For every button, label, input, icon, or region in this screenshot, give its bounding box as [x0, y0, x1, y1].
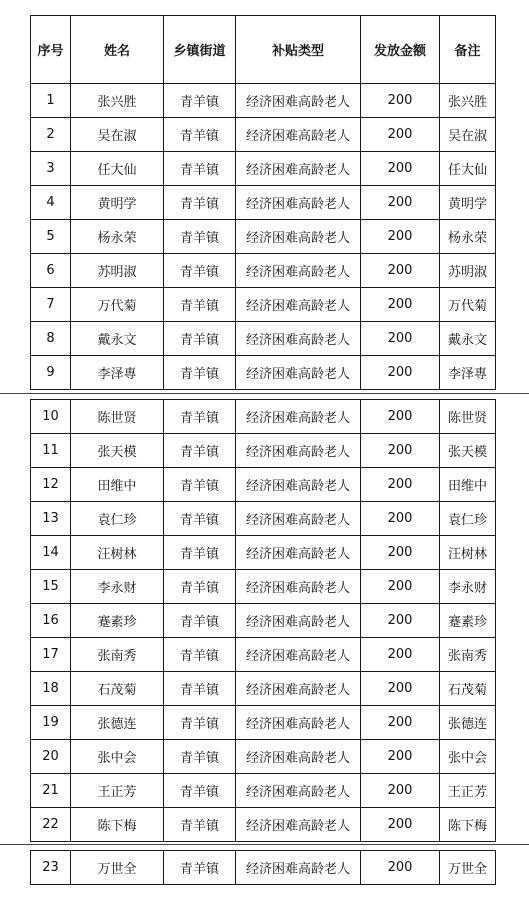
cell-subsidy-type: 经济困难高龄老人	[236, 468, 361, 502]
cell-subsidy-type: 经济困难高龄老人	[236, 774, 361, 808]
cell-index: 9	[31, 356, 71, 390]
cell-name: 石茂菊	[71, 672, 164, 706]
cell-name: 张德连	[71, 706, 164, 740]
cell-town: 青羊镇	[164, 774, 236, 808]
cell-index: 22	[31, 808, 71, 842]
table-row	[31, 536, 496, 570]
cell-remark: 王正芳	[440, 774, 496, 808]
cell-name: 李永财	[71, 570, 164, 604]
table-row	[31, 118, 496, 152]
cell-name: 杨永荣	[71, 220, 164, 254]
cell-amount: 200	[361, 468, 440, 502]
cell-index: 4	[31, 186, 71, 220]
cell-name: 苏明淑	[71, 254, 164, 288]
cell-amount: 200	[361, 254, 440, 288]
cell-name: 万代菊	[71, 288, 164, 322]
cell-amount: 200	[361, 434, 440, 468]
cell-index: 17	[31, 638, 71, 672]
col-header-town: 乡镇街道	[164, 16, 236, 84]
table-row	[31, 502, 496, 536]
cell-remark: 吴在淑	[440, 118, 496, 152]
cell-amount: 200	[361, 220, 440, 254]
table-row	[31, 434, 496, 468]
cell-amount: 200	[361, 536, 440, 570]
table-row	[31, 152, 496, 186]
table-row	[31, 356, 496, 390]
cell-town: 青羊镇	[164, 254, 236, 288]
cell-index: 5	[31, 220, 71, 254]
cell-remark: 石茂菊	[440, 672, 496, 706]
cell-subsidy-type: 经济困难高龄老人	[236, 152, 361, 186]
cell-subsidy-type: 经济困难高龄老人	[236, 434, 361, 468]
cell-remark: 田维中	[440, 468, 496, 502]
cell-town: 青羊镇	[164, 186, 236, 220]
cell-amount: 200	[361, 186, 440, 220]
cell-amount: 200	[361, 740, 440, 774]
cell-remark: 汪树林	[440, 536, 496, 570]
table-row	[31, 254, 496, 288]
cell-amount: 200	[361, 672, 440, 706]
table-row	[31, 186, 496, 220]
cell-remark: 任大仙	[440, 152, 496, 186]
cell-index: 16	[31, 604, 71, 638]
cell-remark: 陈下梅	[440, 808, 496, 842]
cell-amount: 200	[361, 356, 440, 390]
cell-town: 青羊镇	[164, 706, 236, 740]
table-row	[31, 672, 496, 706]
cell-subsidy-type: 经济困难高龄老人	[236, 400, 361, 434]
cell-town: 青羊镇	[164, 740, 236, 774]
cell-subsidy-type: 经济困难高龄老人	[236, 118, 361, 152]
table-row	[31, 808, 496, 842]
cell-index: 8	[31, 322, 71, 356]
table-row	[31, 570, 496, 604]
table-row	[31, 740, 496, 774]
cell-name: 田维中	[71, 468, 164, 502]
cell-town: 青羊镇	[164, 808, 236, 842]
cell-name: 张兴胜	[71, 84, 164, 118]
table-header-row	[31, 16, 496, 84]
cell-name: 袁仁珍	[71, 502, 164, 536]
cell-index: 3	[31, 152, 71, 186]
cell-town: 青羊镇	[164, 604, 236, 638]
cell-subsidy-type: 经济困难高龄老人	[236, 220, 361, 254]
table-body	[31, 84, 496, 390]
cell-town: 青羊镇	[164, 356, 236, 390]
cell-amount: 200	[361, 808, 440, 842]
cell-town: 青羊镇	[164, 288, 236, 322]
cell-index: 7	[31, 288, 71, 322]
cell-name: 陈下梅	[71, 808, 164, 842]
cell-remark: 万世全	[440, 851, 496, 885]
table-row	[31, 604, 496, 638]
cell-town: 青羊镇	[164, 468, 236, 502]
cell-amount: 200	[361, 851, 440, 885]
cell-amount: 200	[361, 84, 440, 118]
cell-name: 戴永文	[71, 322, 164, 356]
page-break-divider	[0, 844, 529, 845]
cell-subsidy-type: 经济困难高龄老人	[236, 322, 361, 356]
subsidy-table-part-3	[30, 850, 496, 885]
cell-subsidy-type: 经济困难高龄老人	[236, 604, 361, 638]
cell-subsidy-type: 经济困难高龄老人	[236, 536, 361, 570]
cell-amount: 200	[361, 400, 440, 434]
cell-index: 6	[31, 254, 71, 288]
cell-remark: 戴永文	[440, 322, 496, 356]
cell-town: 青羊镇	[164, 502, 236, 536]
cell-subsidy-type: 经济困难高龄老人	[236, 808, 361, 842]
cell-name: 黄明学	[71, 186, 164, 220]
cell-index: 20	[31, 740, 71, 774]
cell-name: 李泽專	[71, 356, 164, 390]
cell-town: 青羊镇	[164, 118, 236, 152]
subsidy-table-part-2	[30, 399, 496, 842]
cell-subsidy-type: 经济困难高龄老人	[236, 288, 361, 322]
cell-town: 青羊镇	[164, 220, 236, 254]
cell-subsidy-type: 经济困难高龄老人	[236, 186, 361, 220]
table-row	[31, 468, 496, 502]
cell-amount: 200	[361, 638, 440, 672]
col-header-index: 序号	[31, 16, 71, 84]
cell-index: 1	[31, 84, 71, 118]
cell-subsidy-type: 经济困难高龄老人	[236, 502, 361, 536]
cell-town: 青羊镇	[164, 570, 236, 604]
table-row	[31, 774, 496, 808]
col-header-subsidy-type: 补贴类型	[236, 16, 361, 84]
cell-name: 万世全	[71, 851, 164, 885]
cell-remark: 袁仁珍	[440, 502, 496, 536]
cell-remark: 李永财	[440, 570, 496, 604]
cell-town: 青羊镇	[164, 638, 236, 672]
cell-index: 18	[31, 672, 71, 706]
cell-name: 王正芳	[71, 774, 164, 808]
cell-amount: 200	[361, 152, 440, 186]
cell-name: 汪树林	[71, 536, 164, 570]
col-header-name: 姓名	[71, 16, 164, 84]
cell-remark: 陈世贤	[440, 400, 496, 434]
cell-town: 青羊镇	[164, 400, 236, 434]
table-row	[31, 322, 496, 356]
cell-amount: 200	[361, 604, 440, 638]
cell-index: 10	[31, 400, 71, 434]
subsidy-table-part-1	[30, 15, 496, 390]
cell-amount: 200	[361, 774, 440, 808]
cell-town: 青羊镇	[164, 152, 236, 186]
table-row	[31, 706, 496, 740]
cell-remark: 黄明学	[440, 186, 496, 220]
cell-index: 23	[31, 851, 71, 885]
cell-amount: 200	[361, 288, 440, 322]
cell-index: 11	[31, 434, 71, 468]
cell-index: 13	[31, 502, 71, 536]
table-row	[31, 638, 496, 672]
cell-remark: 苏明淑	[440, 254, 496, 288]
cell-remark: 杨永荣	[440, 220, 496, 254]
cell-town: 青羊镇	[164, 672, 236, 706]
cell-name: 任大仙	[71, 152, 164, 186]
col-header-amount: 发放金额	[361, 16, 440, 84]
cell-remark: 张兴胜	[440, 84, 496, 118]
cell-subsidy-type: 经济困难高龄老人	[236, 84, 361, 118]
cell-subsidy-type: 经济困难高龄老人	[236, 638, 361, 672]
cell-index: 15	[31, 570, 71, 604]
cell-town: 青羊镇	[164, 84, 236, 118]
cell-subsidy-type: 经济困难高龄老人	[236, 356, 361, 390]
cell-index: 12	[31, 468, 71, 502]
cell-subsidy-type: 经济困难高龄老人	[236, 672, 361, 706]
cell-subsidy-type: 经济困难高龄老人	[236, 740, 361, 774]
cell-remark: 张中会	[440, 740, 496, 774]
cell-subsidy-type: 经济困难高龄老人	[236, 851, 361, 885]
cell-remark: 张德连	[440, 706, 496, 740]
cell-amount: 200	[361, 706, 440, 740]
table-row	[31, 288, 496, 322]
table-row	[31, 400, 496, 434]
cell-index: 2	[31, 118, 71, 152]
cell-name: 蹇素珍	[71, 604, 164, 638]
cell-remark: 张南秀	[440, 638, 496, 672]
cell-amount: 200	[361, 502, 440, 536]
cell-subsidy-type: 经济困难高龄老人	[236, 254, 361, 288]
cell-index: 21	[31, 774, 71, 808]
cell-name: 张天模	[71, 434, 164, 468]
cell-amount: 200	[361, 322, 440, 356]
cell-remark: 张天模	[440, 434, 496, 468]
cell-index: 14	[31, 536, 71, 570]
table-body	[31, 400, 496, 842]
cell-town: 青羊镇	[164, 536, 236, 570]
cell-subsidy-type: 经济困难高龄老人	[236, 706, 361, 740]
page-break-divider	[0, 393, 529, 394]
cell-name: 张中会	[71, 740, 164, 774]
cell-remark: 李泽專	[440, 356, 496, 390]
table-body	[31, 851, 496, 885]
cell-remark: 万代菊	[440, 288, 496, 322]
cell-town: 青羊镇	[164, 851, 236, 885]
cell-remark: 蹇素珍	[440, 604, 496, 638]
cell-amount: 200	[361, 570, 440, 604]
table-row	[31, 220, 496, 254]
cell-index: 19	[31, 706, 71, 740]
cell-subsidy-type: 经济困难高龄老人	[236, 570, 361, 604]
cell-name: 吴在淑	[71, 118, 164, 152]
cell-name: 陈世贤	[71, 400, 164, 434]
cell-name: 张南秀	[71, 638, 164, 672]
table-row	[31, 851, 496, 885]
cell-town: 青羊镇	[164, 434, 236, 468]
cell-town: 青羊镇	[164, 322, 236, 356]
col-header-remark: 备注	[440, 16, 496, 84]
cell-amount: 200	[361, 118, 440, 152]
table-row	[31, 84, 496, 118]
